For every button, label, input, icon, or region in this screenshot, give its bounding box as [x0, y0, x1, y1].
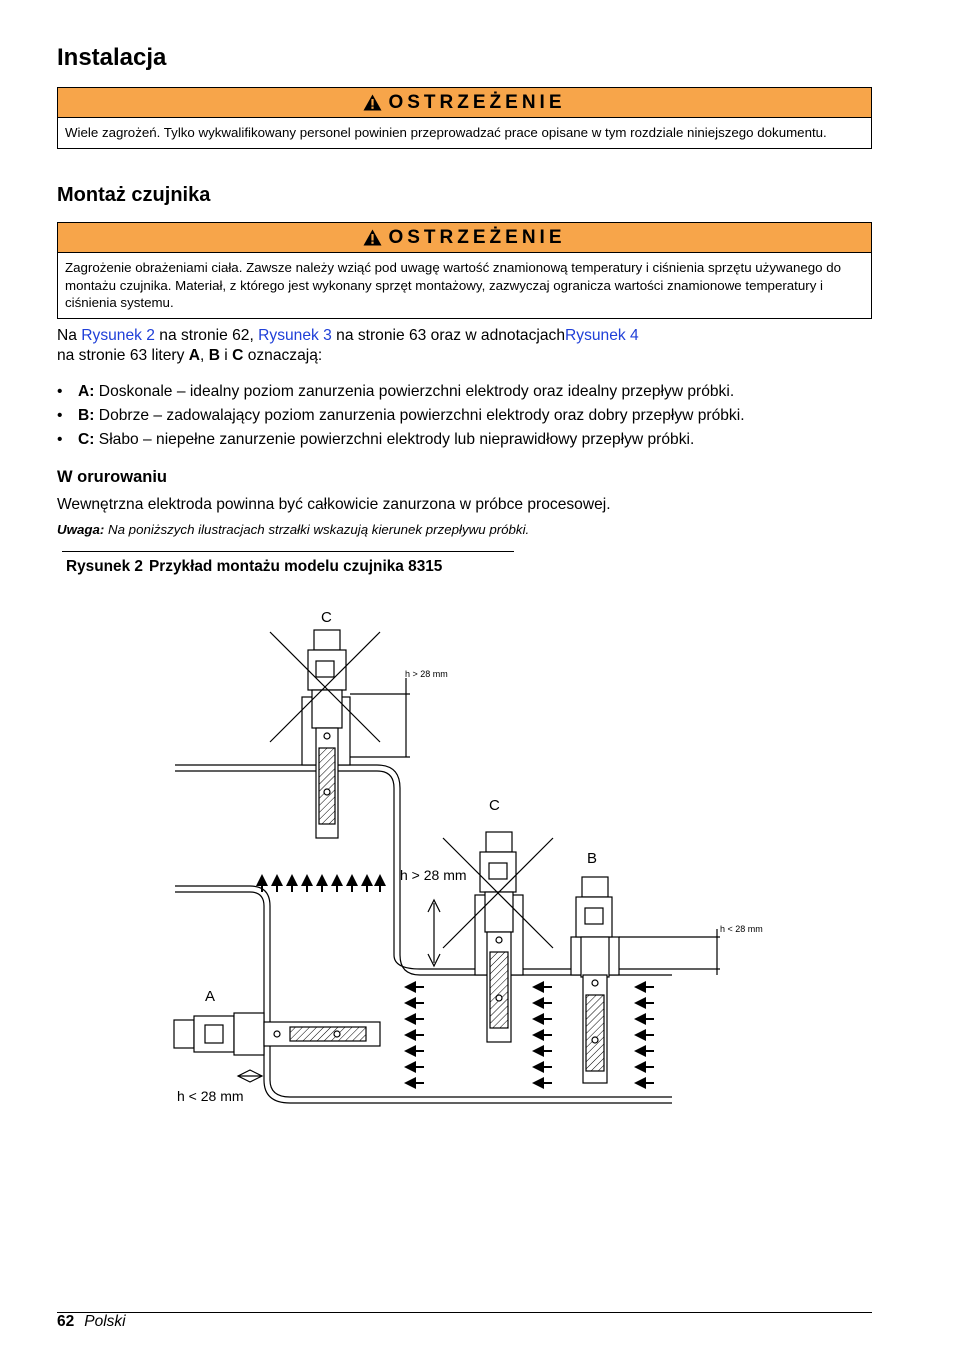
label-b: B: [587, 850, 598, 867]
sensor-b: [571, 877, 720, 1083]
list-item: • C: Słabo – niepełne zanurzenie powierzchni elektrody lub nieprawidłowy przepływ próbki.: [57, 431, 695, 448]
warning-text: Zagrożenie obrażeniami ciała. Zawsze należy wziąć pod uwagę wartość znamionową temperatury i ciśnienia sprzętu używanego do montażu czujnika. Materiał, z którego jest wykonany sprzęt montażowy, zazwyczaj ogranicza wartości znamionowe temperatury i ciśnienia systemu.: [65, 260, 842, 310]
list-item: • B: Dobrze – zadowalający poziom zanurzenia powierzchni elektrody oraz dobry przepływ próbki.: [57, 407, 745, 424]
intro-text: ,: [200, 347, 209, 364]
warning-label: OSTRZEŻENIE: [388, 226, 566, 248]
letter-b: B: [208, 347, 220, 364]
section-title: Montaż czujnika: [57, 184, 211, 206]
subsection-title: W orurowaniu: [57, 468, 167, 486]
intro-text: Na: [57, 327, 82, 344]
figure-number: Rysunek 2: [66, 558, 143, 575]
figure-3-link[interactable]: Rysunek 3: [258, 327, 332, 344]
warning-label: OSTRZEŻENIE: [388, 91, 566, 113]
bullet-text: Doskonale – idealny poziom zanurzenia powierzchni elektrody oraz idealny przepływ próbki.: [94, 383, 735, 400]
warning-text: Wiele zagrożeń. Tylko wykwalifikowany personel powinien przeprowadzać prace opisane w tym rozdziale niniejszego dokumentu.: [65, 125, 827, 140]
bullet-key: C:: [78, 431, 95, 448]
label-c-top: C: [321, 609, 332, 626]
bullet-text: Dobrze – zadowalający poziom zanurzenia powierzchni elektrody oraz dobry przepływ próbki.: [94, 407, 745, 424]
figure-4-link[interactable]: Rysunek 4: [565, 327, 639, 344]
page-number: 62: [57, 1313, 75, 1330]
page-title: Instalacja: [57, 44, 167, 71]
label-h-gt-small: h > 28 mm: [405, 669, 448, 679]
bullet-text: Słabo – niepełne zanurzenie powierzchni elektrody lub nieprawidłowy przepływ próbki.: [94, 431, 695, 448]
intro-text: na stronie 62,: [154, 327, 259, 344]
list-item: • A: Doskonale – idealny poziom zanurzenia powierzchni elektrody oraz idealny przepływ próbki.: [57, 383, 735, 400]
sensor-a: [174, 1013, 380, 1082]
footer-language: Polski: [84, 1313, 126, 1330]
intro-text: na stronie 63 litery: [57, 347, 189, 364]
label-h-lt-small: h < 28 mm: [720, 924, 763, 934]
label-h-gt-big: h > 28 mm: [400, 867, 467, 883]
figure-2-link[interactable]: Rysunek 2: [81, 327, 155, 344]
flow-arrows-left: [410, 987, 654, 1083]
label-c-mid: C: [489, 797, 500, 814]
note-text: Na poniższych ilustracjach strzałki wskazują kierunek przepływu próbki.: [104, 522, 530, 537]
letter-a: A: [188, 347, 201, 364]
footer-rule: [57, 1312, 872, 1313]
bullet-key: B:: [78, 407, 95, 424]
letter-c: C: [232, 347, 244, 364]
note-label: Uwaga:: [57, 522, 105, 537]
sensor-c-mid: [428, 832, 553, 1042]
intro-text: oznaczają:: [243, 347, 323, 364]
bullet-key: A:: [78, 383, 95, 400]
label-a: A: [205, 988, 216, 1005]
label-h-lt-big: h < 28 mm: [177, 1088, 244, 1104]
subsection-text: Wewnętrzna elektroda powinna być całkowicie zanurzona w próbce procesowej.: [57, 496, 611, 513]
intro-text: i: [219, 347, 233, 364]
intro-text: na stronie 63 oraz w adnotacjach: [331, 327, 566, 344]
figure-caption-text: Przykład montażu modelu czujnika 8315: [149, 558, 443, 575]
page-footer: [57, 1313, 126, 1331]
sensor-c-top: [270, 630, 410, 838]
flow-arrows-up: [262, 880, 380, 892]
